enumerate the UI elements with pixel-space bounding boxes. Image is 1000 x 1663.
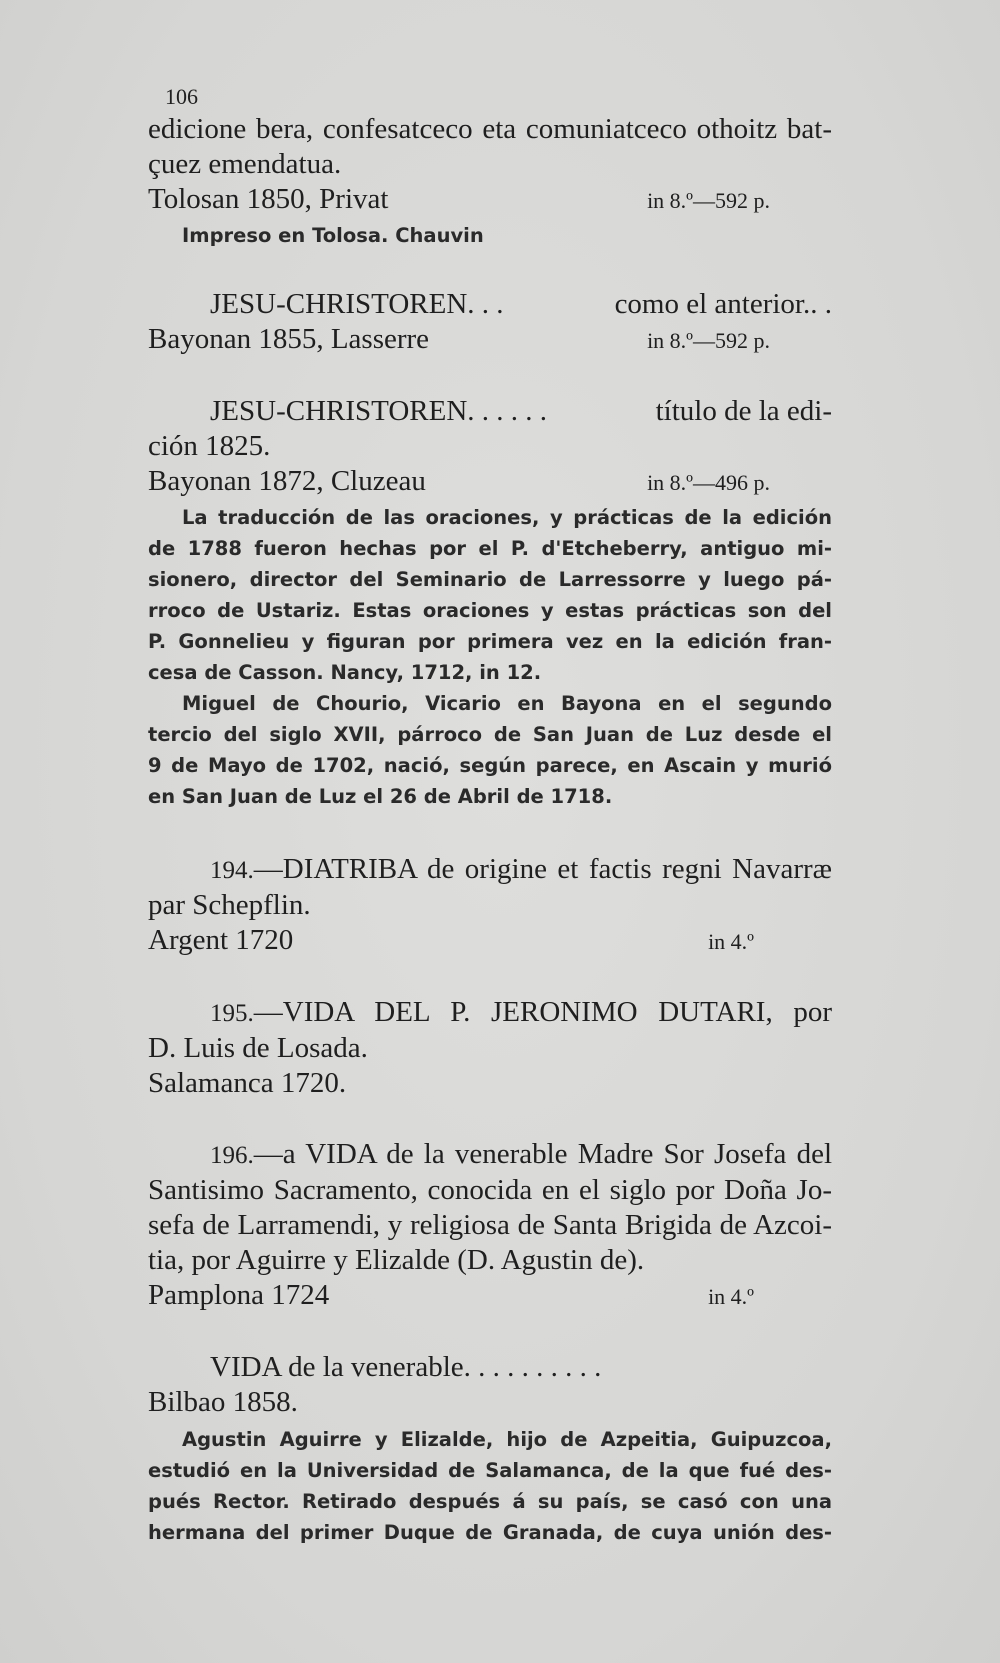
note-line: en San Juan de Luz el 26 de Abril de 1718. <box>148 785 613 808</box>
note-line: P. Gonnelieu y figuran por primera vez en la edición fran- <box>148 630 832 653</box>
note-line: de 1788 fueron hechas por el P. d'Etcheberry, antiguo mi- <box>148 537 832 560</box>
note-line: Agustin Aguirre y Elizalde, hijo de Azpeitia, Guipuzcoa, <box>182 1428 832 1451</box>
jesu-1872-line-2: ción 1825. <box>148 430 271 462</box>
note-line: estudió en la Universidad de Salamanca, de la que fué des- <box>148 1459 832 1482</box>
entry-196-line-4: tia, por Aguirre y Elizalde (D. Agustin de). <box>148 1244 645 1276</box>
vida-1858-note <box>148 1424 832 1548</box>
entry-196-line-3: sefa de Larramendi, y religiosa de Santa Brigida de Azcoi- <box>148 1209 832 1241</box>
entry-title: JESU-CHRISTOREN. . . <box>210 288 504 320</box>
entry-194-line-1 <box>148 852 832 888</box>
entry-195-line-1 <box>148 995 832 1031</box>
intro-imprint-row <box>148 182 832 218</box>
imprint-text: Pamplona 1724 <box>148 1279 330 1311</box>
format-text: in 4.º <box>708 1284 754 1309</box>
format-text: in 8.º—592 p. <box>647 188 770 213</box>
vida-1858-imprint: Bilbao 1858. <box>148 1386 298 1418</box>
entry-194-imprint-row <box>148 923 832 959</box>
jesu-1872-imprint-row <box>148 464 832 500</box>
jesu-1855-imprint-row <box>148 322 832 358</box>
entry-title: JESU-CHRISTOREN. . . . . . <box>210 395 548 427</box>
entry-196-imprint-row <box>148 1278 832 1314</box>
entry-number: 195. <box>210 1000 254 1027</box>
note-line: rroco de Ustariz. Estas oraciones y estas prácticas son del <box>148 599 832 622</box>
page-number: 106 <box>165 84 198 109</box>
entry-195-line-2: D. Luis de Losada. <box>148 1032 368 1064</box>
note-line: tercio del siglo XVII, párroco de San Juan de Luz desde el <box>148 723 832 746</box>
entry-number: 194. <box>210 857 254 884</box>
intro-line-1: edicione bera, confesatceco eta comuniatceco othoitz bat- <box>148 113 832 145</box>
note-line: 9 de Mayo de 1702, nació, según parece, en Ascain y murió <box>148 754 832 777</box>
entry-title: —a VIDA de la venerable Madre Sor Josefa del <box>253 1138 832 1170</box>
entry-194-line-2: par Schepflin. <box>148 889 311 921</box>
format-text: in 4.º <box>708 929 754 954</box>
jesu-1872-note <box>148 502 832 812</box>
entry-196-line-2: Santisimo Sacramento, conocida en el siglo por Doña Jo- <box>148 1174 832 1206</box>
entry-title: —VIDA DEL P. JERONIMO DUTARI, por <box>253 996 832 1028</box>
entry-number: 196. <box>210 1142 254 1169</box>
note-line: hermana del primer Duque de Granada, de cuya unión des- <box>148 1521 832 1544</box>
page-body <box>148 112 832 1548</box>
note-line: La traducción de las oraciones, y prácticas de la edición <box>182 506 832 529</box>
imprint-text: Argent 1720 <box>148 924 294 956</box>
format-text: in 8.º—592 p. <box>647 328 770 353</box>
entry-title: —DIATRIBA de origine et factis regni Navarræ <box>253 853 832 885</box>
intro-note: Impreso en Tolosa. Chauvin <box>182 224 484 247</box>
imprint-text: Tolosan 1850, Privat <box>148 183 389 215</box>
imprint-text: Bayonan 1872, Cluzeau <box>148 465 426 497</box>
entry-title-rest: título de la edi- <box>655 395 832 427</box>
note-line: cesa de Casson. Nancy, 1712, in 12. <box>148 661 542 684</box>
jesu-1855-title-row <box>148 287 832 322</box>
format-text: in 8.º—496 p. <box>647 470 770 495</box>
intro-line-2: çuez emendatua. <box>148 148 342 180</box>
vida-1858-title: VIDA de la venerable. . . . . . . . . . <box>210 1351 602 1383</box>
jesu-1872-title-row <box>148 394 832 429</box>
note-line: Miguel de Chourio, Vicario en Bayona en el segundo <box>182 692 832 715</box>
entry-195-imprint: Salamanca 1720. <box>148 1067 347 1099</box>
note-line: pués Rector. Retirado después á su país, se casó con una <box>148 1490 832 1513</box>
entry-196-line-1 <box>148 1137 832 1173</box>
imprint-text: Bayonan 1855, Lasserre <box>148 323 430 355</box>
note-line: sionero, director del Seminario de Larressorre y luego pá- <box>148 568 832 591</box>
entry-title-rest: como el anterior.. . <box>614 288 832 320</box>
